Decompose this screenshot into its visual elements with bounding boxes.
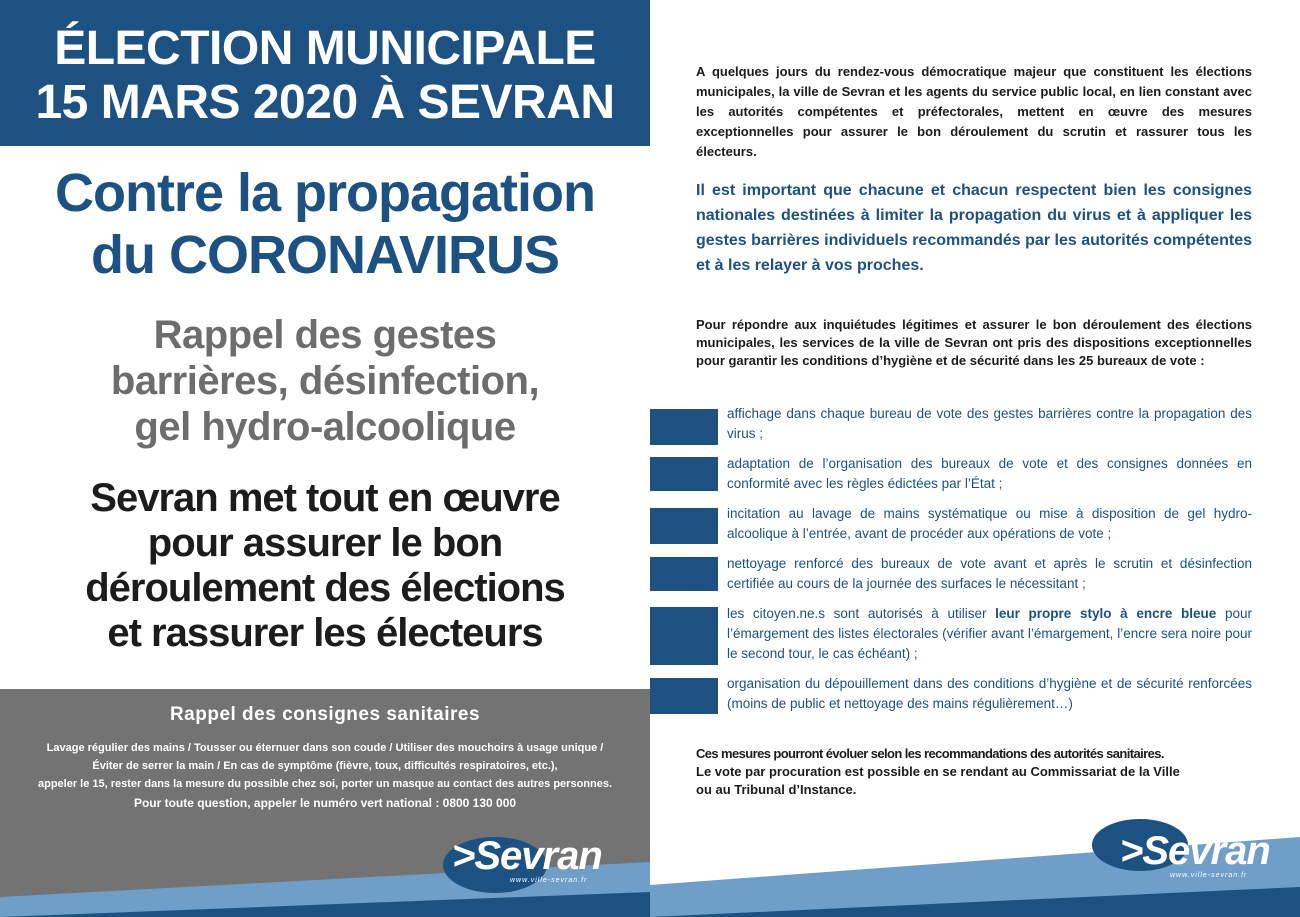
bullet-text-part: les citoyen.ne.s sont autorisés à utiliser — [727, 606, 996, 621]
bullet-text: nettoyage renforcé des bureaux de vote avant et après le scrutin et désinfection certifiée au cours de la journée des surfaces le nécessitant ; — [727, 556, 1252, 591]
commitment-line: déroulement des élections — [85, 566, 565, 610]
bullet-text: organisation du dépouillement dans des conditions d’hygiène et de sécurité renforcées (moins de public et nettoyage des mains régulièrement…) — [727, 676, 1252, 711]
bullet-text-bold: leur propre stylo à encre bleue — [995, 606, 1217, 621]
closing-line: Le vote par procuration est possible en se rendant au Commissariat de la Ville — [696, 764, 1180, 779]
hotline-text: Pour toute question, appeler le numéro vert national : 0800 130 000 — [133, 796, 517, 810]
sanitary-body — [20, 739, 630, 793]
bullet-square — [650, 678, 718, 714]
banner-date: 15 MARS 2020 À SEVRAN — [35, 76, 615, 129]
sevran-logo: >Sevran — [452, 834, 602, 878]
election-banner — [0, 0, 650, 146]
headline-line: du CORONAVIRUS — [91, 225, 559, 285]
subheadline-line: gel hydro-alcoolique — [134, 405, 516, 449]
bullet-square — [650, 557, 718, 591]
sevran-logo-right: >Sevran — [1120, 829, 1270, 873]
bullet-text: incitation au lavage de mains systématique ou mise à disposition de gel hydro-alcoolique à l’entrée, avant de procéder aux opérations de vote ; — [727, 506, 1252, 541]
bullet-square — [650, 607, 718, 665]
closing-line: Ces mesures pourront évoluer selon les recommandations des autorités sanitaires. — [696, 746, 1164, 761]
commitment-line: Sevran met tout en œuvre — [90, 476, 560, 520]
measures-intro: Pour répondre aux inquiétudes légitimes et assurer le bon déroulement des élections municipales, les services de la ville de Sevran ont pris des dispositions exceptionnelles pour garantir les conditions d’hygiène et de sécurité dans les 25 bureaux de vote : — [696, 317, 1252, 368]
important-paragraph: Il est important que chacune et chacun respectent bien les consignes nationales destinées à limiter la propagation du virus et à appliquer les gestes barrières individuels recommandés par les autorités compétentes et à les relayer à vos proches. — [696, 182, 1252, 274]
commitment-text — [0, 476, 650, 656]
intro-paragraph: A quelques jours du rendez-vous démocratique majeur que constituent les élections municipales, la ville de Sevran et les agents du service public local, en lien constant avec les autorités compétentes et préfectorales, mettent en œuvre des mesures exceptionnelles pour assurer le bon déroulement du scrutin et rassurer tous les électeurs. — [696, 64, 1252, 159]
sanitary-line: appeler le 15, rester dans la mesure du possible chez soi, porter un masque au contact des autres personnes. — [37, 778, 613, 790]
subheadline — [0, 312, 650, 450]
bullet-square — [650, 457, 718, 491]
subheadline-line: Rappel des gestes — [153, 313, 497, 357]
right-page — [650, 0, 1300, 917]
sanitary-title: Rappel des consignes sanitaires — [169, 704, 481, 725]
banner-title: ÉLECTION MUNICIPALE — [54, 22, 596, 75]
sanitary-box — [0, 689, 650, 917]
logo-url-right: www.ville-sevran.fr — [1170, 872, 1248, 879]
bullet-text: adaptation de l’organisation des bureaux de vote et des consignes données en conformité avec les règles édictées par l’État ; — [727, 456, 1252, 491]
closing-line: ou au Tribunal d’Instance. — [696, 782, 857, 797]
commitment-line: et rassurer les électeurs — [107, 611, 543, 655]
sanitary-line: Lavage régulier des mains / Tousser ou éternuer dans son coude / Utiliser des mouchoirs à usage unique / — [46, 742, 604, 754]
bullet-text — [727, 604, 1252, 664]
subheadline-line: barrières, désinfection, — [110, 359, 540, 403]
bullet-square — [650, 508, 718, 544]
bullet-text: affichage dans chaque bureau de vote des gestes barrières contre la propagation des virus ; — [727, 406, 1252, 441]
sanitary-line: Éviter de serrer la main / En cas de symptôme (fièvre, toux, difficultés respiratoires, etc.), — [92, 760, 558, 772]
bullet-text-part: pour l’émargement des listes électorales (vérifier avant l’émargement, l’encre sera noire pour le second tour, le cas échéant) ; — [727, 606, 1252, 661]
bullet-square — [650, 409, 718, 445]
headline — [0, 162, 650, 286]
closing-paragraph — [696, 745, 1252, 799]
logo-url: www.ville-sevran.fr — [510, 877, 588, 884]
commitment-line: pour assurer le bon — [147, 521, 503, 565]
headline-line: Contre la propagation — [54, 163, 595, 223]
